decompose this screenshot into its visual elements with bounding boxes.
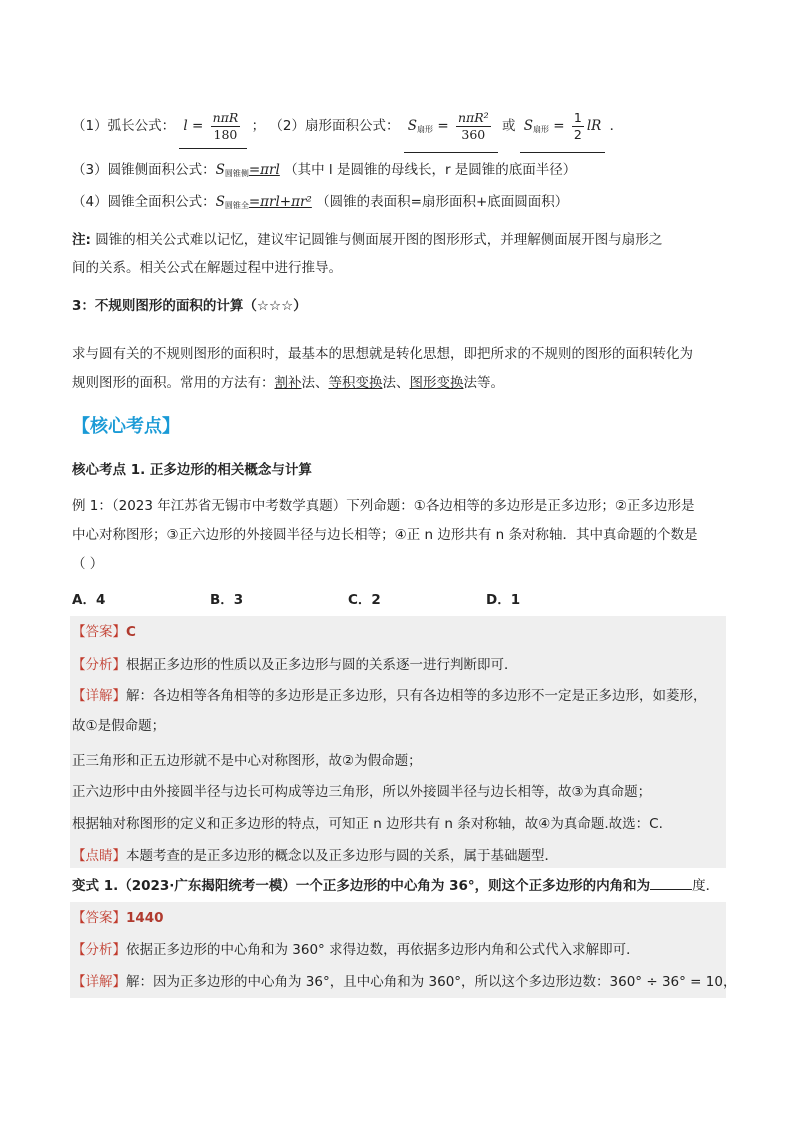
example1-detail-4: 正六边形中由外接圆半径与边长可构成等边三角形，所以外接圆半径与边长相等，故③为真命题；: [72, 784, 652, 800]
formula-line-1: （1）弧长公式： l = $\frac{\text{nπR}}{180}$ ； （2）扇形面积公式： $S_{扇形}$ = $\frac{\text{nπR²}}{360}$ 或 $S_{扇形}$ = $\frac{1}{2}$ lR ．: [72, 106, 623, 153]
option-d: D．1: [486, 592, 521, 608]
example1-answer: 【答案】C: [72, 624, 136, 640]
example1-detail-1: 【详解】解：各边相等各角相等的多边形是正多边形，只有各边相等的多边形不一定是正多边形，如菱形，: [72, 688, 707, 704]
option-c: C．2: [348, 592, 381, 608]
formula-line-4: （4）圆锥全面积公式：$S_{圆锥全}=\pi rl+\pi r^2$ （圆锥的表面积=扇形面积+底面圆面积）: [72, 194, 569, 210]
answer-blank: [650, 889, 692, 890]
variant1-question: 变式 1.（2023·广东揭阳统考一模）一个正多边形的中心角为 36°，则这个正多边形的内角和为 度．: [72, 878, 720, 894]
example1-detail-3: 正三角形和正五边形就不是中心对称图形，故②为假命题；: [72, 753, 422, 769]
variant1-analysis: 【分析】依据正多边形的中心角和为 360° 求得边数，再依据多边形内角和公式代入求解即可．: [72, 942, 640, 958]
cone-lateral-formula: =πrl: [248, 162, 280, 178]
topic3-para-2: 规则图形的面积。常用的方法有：割补法、等积变换法、图形变换法等。: [72, 375, 504, 391]
example1-comment: 【点睛】本题考查的是正多边形的概念以及正多边形与圆的关系，属于基础题型．: [72, 848, 558, 864]
example1-line-1: 例 1：（2023 年江苏省无锡市中考数学真题）下列命题：①各边相等的多边形是正多边形；②正多边形是: [72, 498, 695, 514]
section-title: 【核心考点】: [72, 416, 180, 437]
example1-detail-2: 故①是假命题；: [72, 718, 166, 734]
example1-options: [72, 590, 624, 610]
arc-formula-label: （1）弧长公式：: [72, 118, 176, 134]
topic3-para-1: 求与圆有关的不规则图形的面积时，最基本的思想就是转化思想，即把所求的不规则的图形的面积转化为: [72, 346, 693, 362]
note-line-1: 注: 圆锥的相关公式难以记忆，建议牢记圆锥与侧面展开图的图形形式，并理解侧面展开图与扇形之: [72, 232, 663, 248]
cone-total-formula: =πrl+πr²: [248, 194, 312, 210]
option-a: A．4: [72, 592, 106, 608]
example1-line-3: （ ）: [72, 556, 104, 572]
example1-line-2: 中心对称图形；③正六边形的外接圆半径与边长相等；④正 n 边形共有 n 条对称轴．其中真命题的个数是: [72, 527, 698, 543]
sector-fraction: $\frac{\text{nπR²}}{360}$: [457, 109, 489, 142]
sector-formula: $S_{扇形}$ = $\frac{\text{nπR²}}{360}$: [404, 106, 498, 153]
sector-formula-alt: $S_{扇形}$ = $\frac{1}{2}$ lR: [520, 106, 606, 153]
topic3-title: 3：不规则图形的面积的计算（☆☆☆）: [72, 298, 307, 314]
variant1-detail: 【详解】解：因为正多边形的中心角为 36°，且中心角和为 360°，所以这个多边形边数：360° ÷ 36° = 10，: [72, 974, 737, 990]
arc-fraction: $\frac{\text{nπR}}{180}$: [212, 109, 239, 142]
note-label: 注:: [72, 232, 91, 248]
half-fraction: $\frac{1}{2}$: [573, 109, 582, 142]
note-line-2: 间的关系。相关公式在解题过程中进行推导。: [72, 260, 342, 276]
core-point-title: 核心考点 1. 正多边形的相关概念与计算: [72, 462, 312, 478]
sector-formula-label: （2）扇形面积公式：: [269, 118, 400, 134]
example1-detail-5: 根据轴对称图形的定义和正多边形的特点，可知正 n 边形共有 n 条对称轴，故④为真命题.故选：C.: [72, 816, 663, 832]
example1-analysis: 【分析】根据正多边形的性质以及正多边形与圆的关系逐一进行判断即可．: [72, 657, 518, 673]
option-b: B．3: [210, 592, 244, 608]
formula-line-3: （3）圆锥侧面积公式：$S_{圆锥侧}=\pi rl$ （其中 l 是圆锥的母线长，r 是圆锥的底面半径）: [72, 162, 577, 178]
variant1-answer: 【答案】1440: [72, 910, 164, 926]
arc-formula: l = $\frac{\text{nπR}}{180}$: [179, 106, 247, 149]
